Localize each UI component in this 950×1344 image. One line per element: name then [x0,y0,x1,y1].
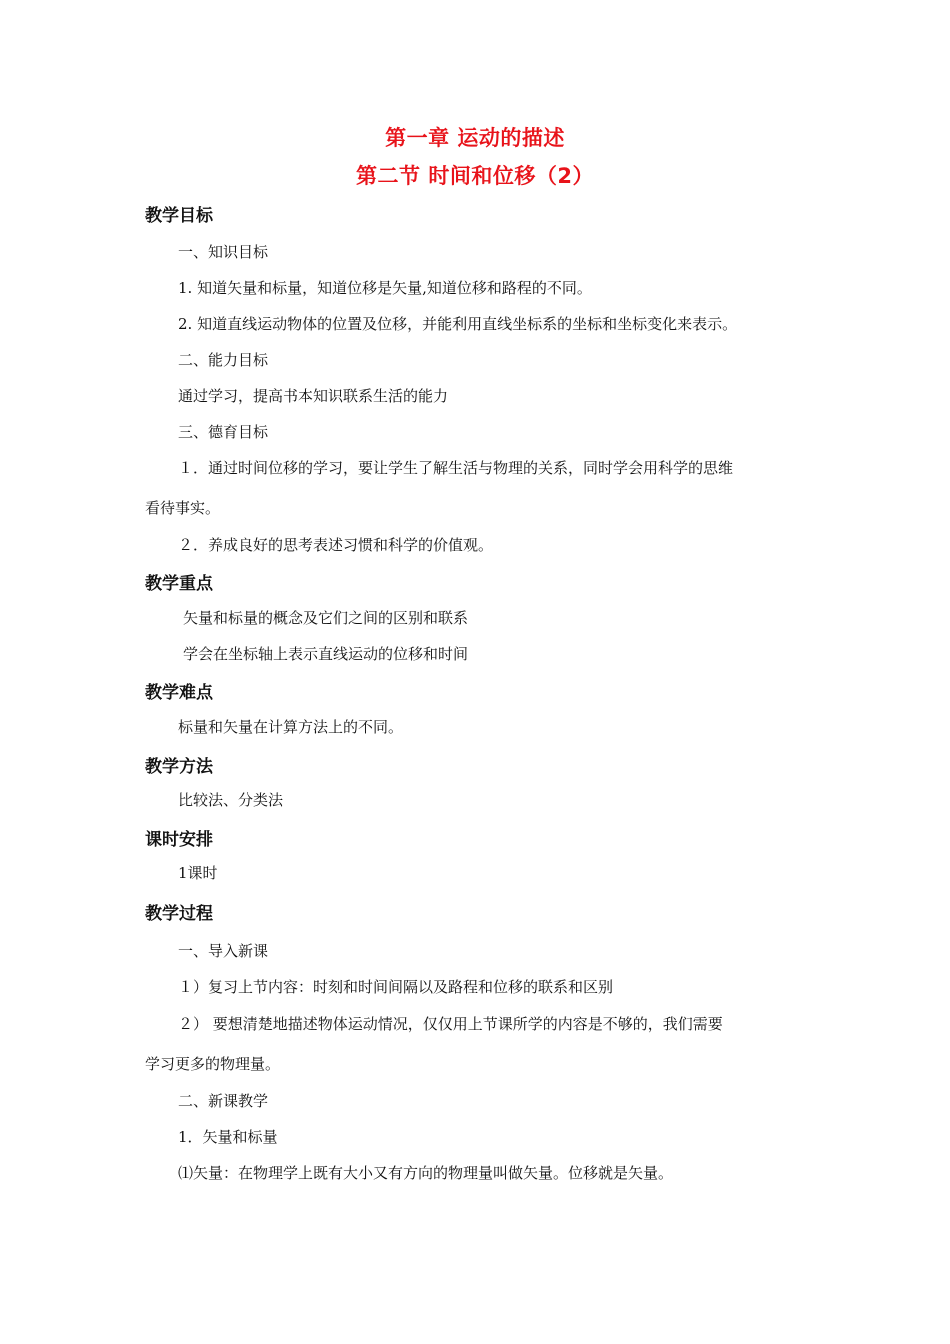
process-heading: 教学过程 [145,904,213,924]
ability-goal-1: 通过学习，提高书本知识联系生活的能力 [178,387,449,405]
method-1: 比较法、分类法 [178,791,284,809]
moral-goals-heading: 三、德育目标 [178,423,269,441]
key-point-2: 学会在坐标轴上表示直线运动的位移和时间 [183,645,469,663]
intro-item-2-line2: 学习更多的物理量。 [145,1055,281,1073]
methods-heading: 教学方法 [145,757,213,777]
new-lesson-item-1: 1．矢量和标量 [178,1128,278,1146]
difficulties-heading: 教学难点 [145,683,213,703]
difficulty-1: 标量和矢量在计算方法上的不同。 [178,718,404,736]
new-lesson-heading: 二、新课教学 [178,1092,269,1110]
ability-goals-heading: 二、能力目标 [178,351,269,369]
chapter-title: 第一章 运动的描述 [385,126,565,150]
intro-item-1: １）复习上节内容：时刻和时间间隔以及路程和位移的联系和区别 [178,978,614,996]
intro-item-2-line1: ２） 要想清楚地描述物体运动情况，仅仅用上节课所学的内容是不够的，我们需要 [178,1015,723,1033]
moral-goal-1-line1: １．通过时间位移的学习，要让学生了解生活与物理的关系，同时学会用科学的思维 [178,459,734,477]
intro-heading: 一、导入新课 [178,942,269,960]
moral-goal-2: ２．养成良好的思考表述习惯和科学的价值观。 [178,536,494,554]
knowledge-goal-1: 1. 知道矢量和标量，知道位移是矢量,知道位移和路程的不同。 [178,279,592,297]
knowledge-goal-2: 2. 知道直线运动物体的位置及位移，并能利用直线坐标系的坐标和坐标变化来表示。 [178,315,738,333]
schedule-1: 1课时 [178,864,218,882]
teaching-goals-heading: 教学目标 [145,206,213,226]
section-title: 第二节 时间和位移（2） [356,164,594,188]
moral-goal-1-line2: 看待事实。 [145,499,221,517]
new-lesson-item-1-1: ⑴矢量：在物理学上既有大小又有方向的物理量叫做矢量。位移就是矢量。 [178,1164,674,1182]
key-points-heading: 教学重点 [145,574,213,594]
key-point-1: 矢量和标量的概念及它们之间的区别和联系 [183,609,469,627]
knowledge-goals-heading: 一、知识目标 [178,243,269,261]
schedule-heading: 课时安排 [145,830,213,850]
